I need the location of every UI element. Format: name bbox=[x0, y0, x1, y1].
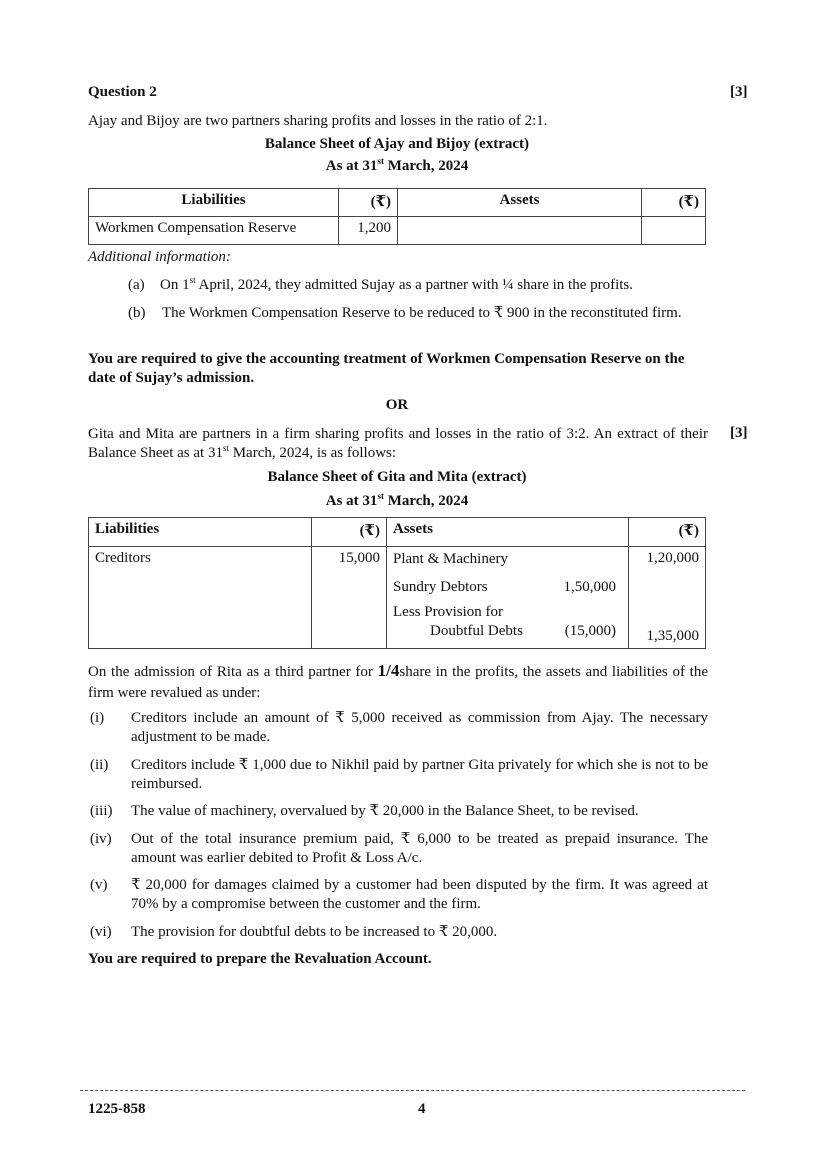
header-amount: (₹) bbox=[312, 518, 387, 547]
header-amount: (₹) bbox=[642, 189, 706, 217]
balance-sheet-2 bbox=[88, 517, 706, 649]
cell: Workmen Compensation Reserve bbox=[89, 217, 339, 245]
header-assets: Assets bbox=[398, 189, 642, 217]
paper-code: 1225-858 bbox=[88, 1101, 146, 1117]
task: You are required to give the accounting treatment of Workmen Compensation Reserve on the date of Sujay’s admission. bbox=[88, 351, 685, 386]
header-amount: (₹) bbox=[339, 189, 398, 217]
cell bbox=[398, 217, 642, 245]
footer-divider bbox=[80, 1090, 745, 1091]
cell: 1,20,000 1,35,000 bbox=[629, 547, 706, 649]
or-separator: OR bbox=[385, 397, 409, 413]
alt-intro: Gita and Mita are partners in a firm sharing profits and losses in the ratio of 3:2. An extract of their Balance Sheet as at 31st March, 2024, is as follows: bbox=[88, 426, 708, 461]
assets-cell: Plant & Machinery Sundry Debtors 1,50,000 Less Provision for Doubtful Debts (15,000) bbox=[387, 547, 629, 649]
question-title: Question 2 bbox=[88, 84, 157, 100]
bs-title: Balance Sheet of Gita and Mita (extract) bbox=[267, 469, 527, 485]
bs-title: Balance Sheet of Ajay and Bijoy (extract) bbox=[264, 136, 530, 152]
alt-paragraph: On the admission of Rita as a third partner for 1/4share in the profits, the assets and liabilities of the firm were revalued as under: bbox=[88, 661, 708, 701]
header-liabilities: Liabilities bbox=[89, 189, 339, 217]
cell bbox=[642, 217, 706, 245]
marks: [3] bbox=[730, 425, 748, 441]
page-number: 4 bbox=[418, 1101, 426, 1117]
bs-date: As at 31st March, 2024 bbox=[325, 156, 469, 174]
additional-info-label: Additional information: bbox=[88, 249, 231, 265]
cell: 15,000 bbox=[312, 547, 387, 649]
bs-date: As at 31st March, 2024 bbox=[325, 491, 469, 509]
cell: Creditors bbox=[89, 547, 312, 649]
alt-task: You are required to prepare the Revaluation Account. bbox=[88, 951, 432, 967]
cell: 1,200 bbox=[339, 217, 398, 245]
header-liabilities: Liabilities bbox=[89, 518, 312, 547]
header-assets: Assets bbox=[387, 518, 629, 547]
header-amount: (₹) bbox=[629, 518, 706, 547]
intro: Ajay and Bijoy are two partners sharing profits and losses in the ratio of 2:1. bbox=[88, 113, 548, 129]
marks: [3] bbox=[730, 84, 748, 100]
balance-sheet-1 bbox=[88, 188, 706, 245]
